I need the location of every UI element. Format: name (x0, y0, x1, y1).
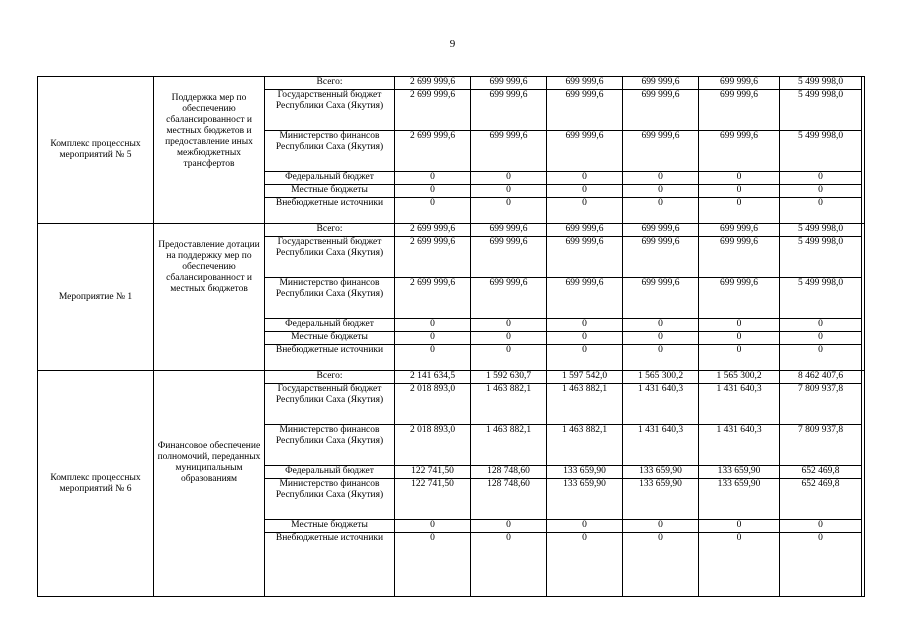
value-cell: 1 463 882,1 (547, 425, 623, 466)
value-cell: 699 999,6 (699, 77, 780, 90)
value-cell: 652 469,8 (780, 479, 862, 520)
value-cell: 0 (471, 185, 547, 198)
value-cell: 133 659,90 (623, 479, 699, 520)
value-cell: 5 499 998,0 (780, 90, 862, 131)
value-cell: 0 (547, 172, 623, 185)
funding-source: Государственный бюджет Республики Саха (Якутия) (265, 384, 395, 425)
value-cell: 1 463 882,1 (471, 384, 547, 425)
value-cell: 2 018 893,0 (395, 384, 471, 425)
value-cell: 0 (547, 185, 623, 198)
blank-cell (862, 371, 865, 597)
table-row (38, 371, 865, 384)
value-cell: 2 141 634,5 (395, 371, 471, 384)
value-cell: 133 659,90 (623, 466, 699, 479)
value-cell: 0 (780, 172, 862, 185)
value-cell: 0 (395, 172, 471, 185)
value-cell: 0 (780, 520, 862, 533)
value-cell: 699 999,6 (547, 131, 623, 172)
value-cell: 699 999,6 (471, 131, 547, 172)
value-cell: 0 (780, 319, 862, 332)
value-cell: 699 999,6 (623, 77, 699, 90)
funding-source: Министерство финансов Республики Саха (Якутия) (265, 425, 395, 466)
value-cell: 699 999,6 (547, 90, 623, 131)
value-cell: 699 999,6 (471, 278, 547, 319)
value-cell: 2 699 999,6 (395, 131, 471, 172)
value-cell: 8 462 407,6 (780, 371, 862, 384)
funding-source: Федеральный бюджет (265, 172, 395, 185)
value-cell: 7 809 937,8 (780, 384, 862, 425)
section-name: Комплекс процессных мероприятий № 5 (38, 77, 154, 224)
value-cell: 699 999,6 (699, 237, 780, 278)
value-cell: 2 699 999,6 (395, 278, 471, 319)
value-cell: 122 741,50 (395, 479, 471, 520)
blank-cell (862, 77, 865, 224)
value-cell: 699 999,6 (547, 224, 623, 237)
funding-source: Внебюджетные источники (265, 533, 395, 597)
value-cell: 0 (395, 319, 471, 332)
value-cell: 2 699 999,6 (395, 237, 471, 278)
value-cell: 0 (547, 520, 623, 533)
value-cell: 1 592 630,7 (471, 371, 547, 384)
table-row (38, 224, 865, 237)
blank-cell (862, 224, 865, 371)
funding-source: Всего: (265, 77, 395, 90)
value-cell: 133 659,90 (699, 479, 780, 520)
funding-source: Местные бюджеты (265, 332, 395, 345)
budget-table (37, 76, 865, 597)
value-cell: 133 659,90 (547, 479, 623, 520)
value-cell: 0 (547, 198, 623, 224)
funding-source: Всего: (265, 224, 395, 237)
value-cell: 699 999,6 (547, 77, 623, 90)
value-cell: 0 (395, 520, 471, 533)
value-cell: 699 999,6 (623, 224, 699, 237)
value-cell: 0 (623, 332, 699, 345)
value-cell: 0 (471, 172, 547, 185)
value-cell: 0 (780, 533, 862, 597)
value-cell: 0 (395, 185, 471, 198)
value-cell: 699 999,6 (471, 224, 547, 237)
funding-source: Государственный бюджет Республики Саха (Якутия) (265, 90, 395, 131)
value-cell: 0 (547, 345, 623, 371)
value-cell: 1 431 640,3 (699, 384, 780, 425)
funding-source: Местные бюджеты (265, 520, 395, 533)
value-cell: 0 (547, 319, 623, 332)
value-cell: 0 (623, 185, 699, 198)
value-cell: 0 (699, 345, 780, 371)
value-cell: 1 565 300,2 (623, 371, 699, 384)
value-cell: 699 999,6 (623, 90, 699, 131)
funding-source: Министерство финансов Республики Саха (Якутия) (265, 131, 395, 172)
value-cell: 0 (699, 533, 780, 597)
value-cell: 0 (395, 332, 471, 345)
value-cell: 5 499 998,0 (780, 77, 862, 90)
section-name: Мероприятие № 1 (38, 224, 154, 371)
value-cell: 1 431 640,3 (699, 425, 780, 466)
value-cell: 0 (471, 533, 547, 597)
value-cell: 5 499 998,0 (780, 237, 862, 278)
table-row (38, 77, 865, 90)
value-cell: 0 (547, 332, 623, 345)
value-cell: 1 463 882,1 (471, 425, 547, 466)
value-cell: 7 809 937,8 (780, 425, 862, 466)
value-cell: 0 (395, 345, 471, 371)
section-name: Комплекс процессных мероприятий № 6 (38, 371, 154, 597)
value-cell: 0 (623, 319, 699, 332)
value-cell: 0 (623, 533, 699, 597)
value-cell: 699 999,6 (547, 237, 623, 278)
value-cell: 0 (699, 198, 780, 224)
value-cell: 0 (699, 319, 780, 332)
funding-source: Министерство финансов Республики Саха (Якутия) (265, 479, 395, 520)
value-cell: 0 (780, 185, 862, 198)
section-description: Финансовое обеспечение полномочий, переданных муниципальным образованиям (154, 371, 265, 597)
value-cell: 0 (623, 520, 699, 533)
funding-source: Всего: (265, 371, 395, 384)
value-cell: 0 (780, 332, 862, 345)
funding-source: Внебюджетные источники (265, 198, 395, 224)
value-cell: 0 (471, 345, 547, 371)
value-cell: 0 (623, 172, 699, 185)
value-cell: 0 (699, 172, 780, 185)
value-cell: 0 (471, 319, 547, 332)
funding-source: Министерство финансов Республики Саха (Якутия) (265, 278, 395, 319)
value-cell: 2 699 999,6 (395, 90, 471, 131)
value-cell: 133 659,90 (547, 466, 623, 479)
funding-source: Федеральный бюджет (265, 466, 395, 479)
funding-source: Федеральный бюджет (265, 319, 395, 332)
value-cell: 699 999,6 (623, 131, 699, 172)
value-cell: 1 463 882,1 (547, 384, 623, 425)
value-cell: 0 (699, 185, 780, 198)
value-cell: 2 018 893,0 (395, 425, 471, 466)
value-cell: 1 431 640,3 (623, 425, 699, 466)
value-cell: 1 565 300,2 (699, 371, 780, 384)
funding-source: Внебюджетные источники (265, 345, 395, 371)
value-cell: 128 748,60 (471, 479, 547, 520)
funding-source: Государственный бюджет Республики Саха (Якутия) (265, 237, 395, 278)
value-cell: 1 431 640,3 (623, 384, 699, 425)
value-cell: 0 (623, 198, 699, 224)
value-cell: 0 (699, 332, 780, 345)
value-cell: 2 699 999,6 (395, 224, 471, 237)
value-cell: 0 (471, 520, 547, 533)
value-cell: 699 999,6 (623, 237, 699, 278)
value-cell: 699 999,6 (699, 278, 780, 319)
value-cell: 122 741,50 (395, 466, 471, 479)
value-cell: 0 (623, 345, 699, 371)
section-description: Поддержка мер по обеспечению сбалансированност и местных бюджетов и предоставление иных межбюджетных трансфертов (154, 77, 265, 224)
value-cell: 699 999,6 (471, 90, 547, 131)
value-cell: 5 499 998,0 (780, 224, 862, 237)
value-cell: 0 (395, 533, 471, 597)
funding-source: Местные бюджеты (265, 185, 395, 198)
value-cell: 652 469,8 (780, 466, 862, 479)
value-cell: 699 999,6 (471, 77, 547, 90)
value-cell: 0 (699, 520, 780, 533)
value-cell: 0 (471, 198, 547, 224)
value-cell: 0 (547, 533, 623, 597)
value-cell: 699 999,6 (471, 237, 547, 278)
value-cell: 1 597 542,0 (547, 371, 623, 384)
value-cell: 699 999,6 (699, 131, 780, 172)
value-cell: 0 (780, 345, 862, 371)
value-cell: 128 748,60 (471, 466, 547, 479)
value-cell: 699 999,6 (699, 90, 780, 131)
value-cell: 2 699 999,6 (395, 77, 471, 90)
section-description: Предоставление дотации на поддержку мер по обеспечению сбалансированност и местных бюджетов (154, 224, 265, 371)
value-cell: 5 499 998,0 (780, 131, 862, 172)
value-cell: 0 (395, 198, 471, 224)
value-cell: 5 499 998,0 (780, 278, 862, 319)
page-number: 9 (449, 38, 456, 50)
value-cell: 699 999,6 (547, 278, 623, 319)
value-cell: 699 999,6 (623, 278, 699, 319)
value-cell: 0 (780, 198, 862, 224)
value-cell: 133 659,90 (699, 466, 780, 479)
value-cell: 0 (471, 332, 547, 345)
value-cell: 699 999,6 (699, 224, 780, 237)
